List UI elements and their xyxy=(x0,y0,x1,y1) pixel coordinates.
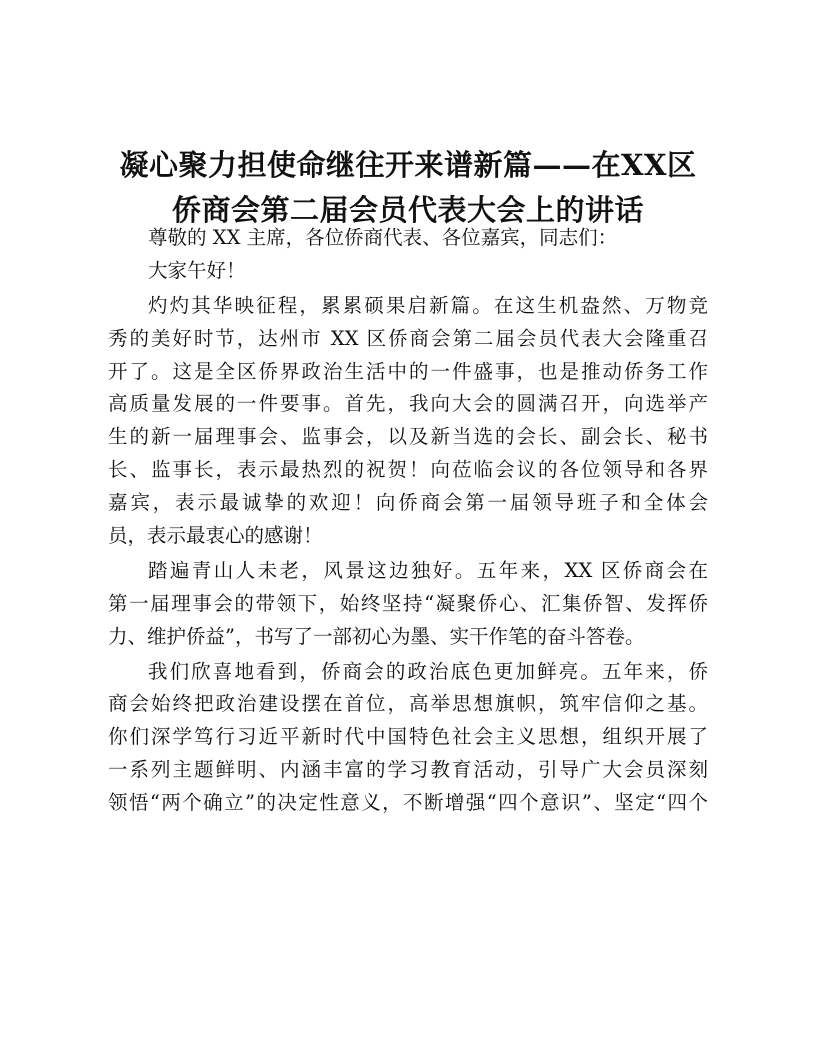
paragraph-line: 高质量发展的一件要事。首先，我向大会的圆满召开，向选举产 xyxy=(108,392,708,416)
document-body xyxy=(108,222,708,820)
paragraph-line: 一系列主题鲜明、内涵丰富的学习教育活动，引导广大会员深刻 xyxy=(108,758,708,782)
document-title-line-2: 侨商会第二届会员代表大会上的讲话 xyxy=(171,193,644,227)
paragraph-line: 我们欣喜地看到，侨商会的政治底色更加鲜亮。五年来，侨 xyxy=(148,659,708,683)
salutation: 尊敬的 XX 主席，各位侨商代表、各位嘉宾，同志们： xyxy=(148,226,618,249)
paragraph-line: 商会始终把政治建设摆在首位，高举思想旗帜，筑牢信仰之基。 xyxy=(108,692,708,716)
paragraph-line: 生的新一届理事会、监事会，以及新当选的会长、副会长、秘书 xyxy=(108,425,708,449)
document-title-line-1: 凝心聚力担使命继往开来谱新篇——在XX区 xyxy=(119,148,697,182)
paragraph-line: 你们深学笃行习近平新时代中国特色社会主义思想，组织开展了 xyxy=(108,725,708,749)
paragraph-line: 开了。这是全区侨界政治生活中的一件盛事，也是推动侨务工作 xyxy=(108,359,708,383)
paragraph-line: 长、监事长，表示最热烈的祝贺！向莅临会议的各位领导和各界 xyxy=(108,458,708,482)
paragraph-line: 员，表示最衷心的感谢！ xyxy=(108,524,323,548)
greeting: 大家午好！ xyxy=(148,258,246,282)
paragraph-line: 灼灼其华映征程，累累硕果启新篇。在这生机盎然、万物竞 xyxy=(148,293,708,317)
paragraph-line: 秀的美好时节，达州市 XX 区侨商会第二届会员代表大会隆重召 xyxy=(108,326,708,350)
paragraph-line: 领悟“两个确立”的决定性意义，不断增强“四个意识”、坚定“四个 xyxy=(108,791,708,815)
paragraph-line: 力、维护侨益”，书写了一部初心为墨、实干作笔的奋斗答卷。 xyxy=(108,624,645,648)
paragraph-line: 嘉宾，表示最诚挚的欢迎！向侨商会第一届领导班子和全体会 xyxy=(108,491,708,515)
paragraph-line: 踏遍青山人未老，风景这边独好。五年来，XX 区侨商会在 xyxy=(148,558,708,582)
paragraph-line: 第一届理事会的带领下，始终坚持“凝聚侨心、汇集侨智、发挥侨 xyxy=(108,591,708,615)
